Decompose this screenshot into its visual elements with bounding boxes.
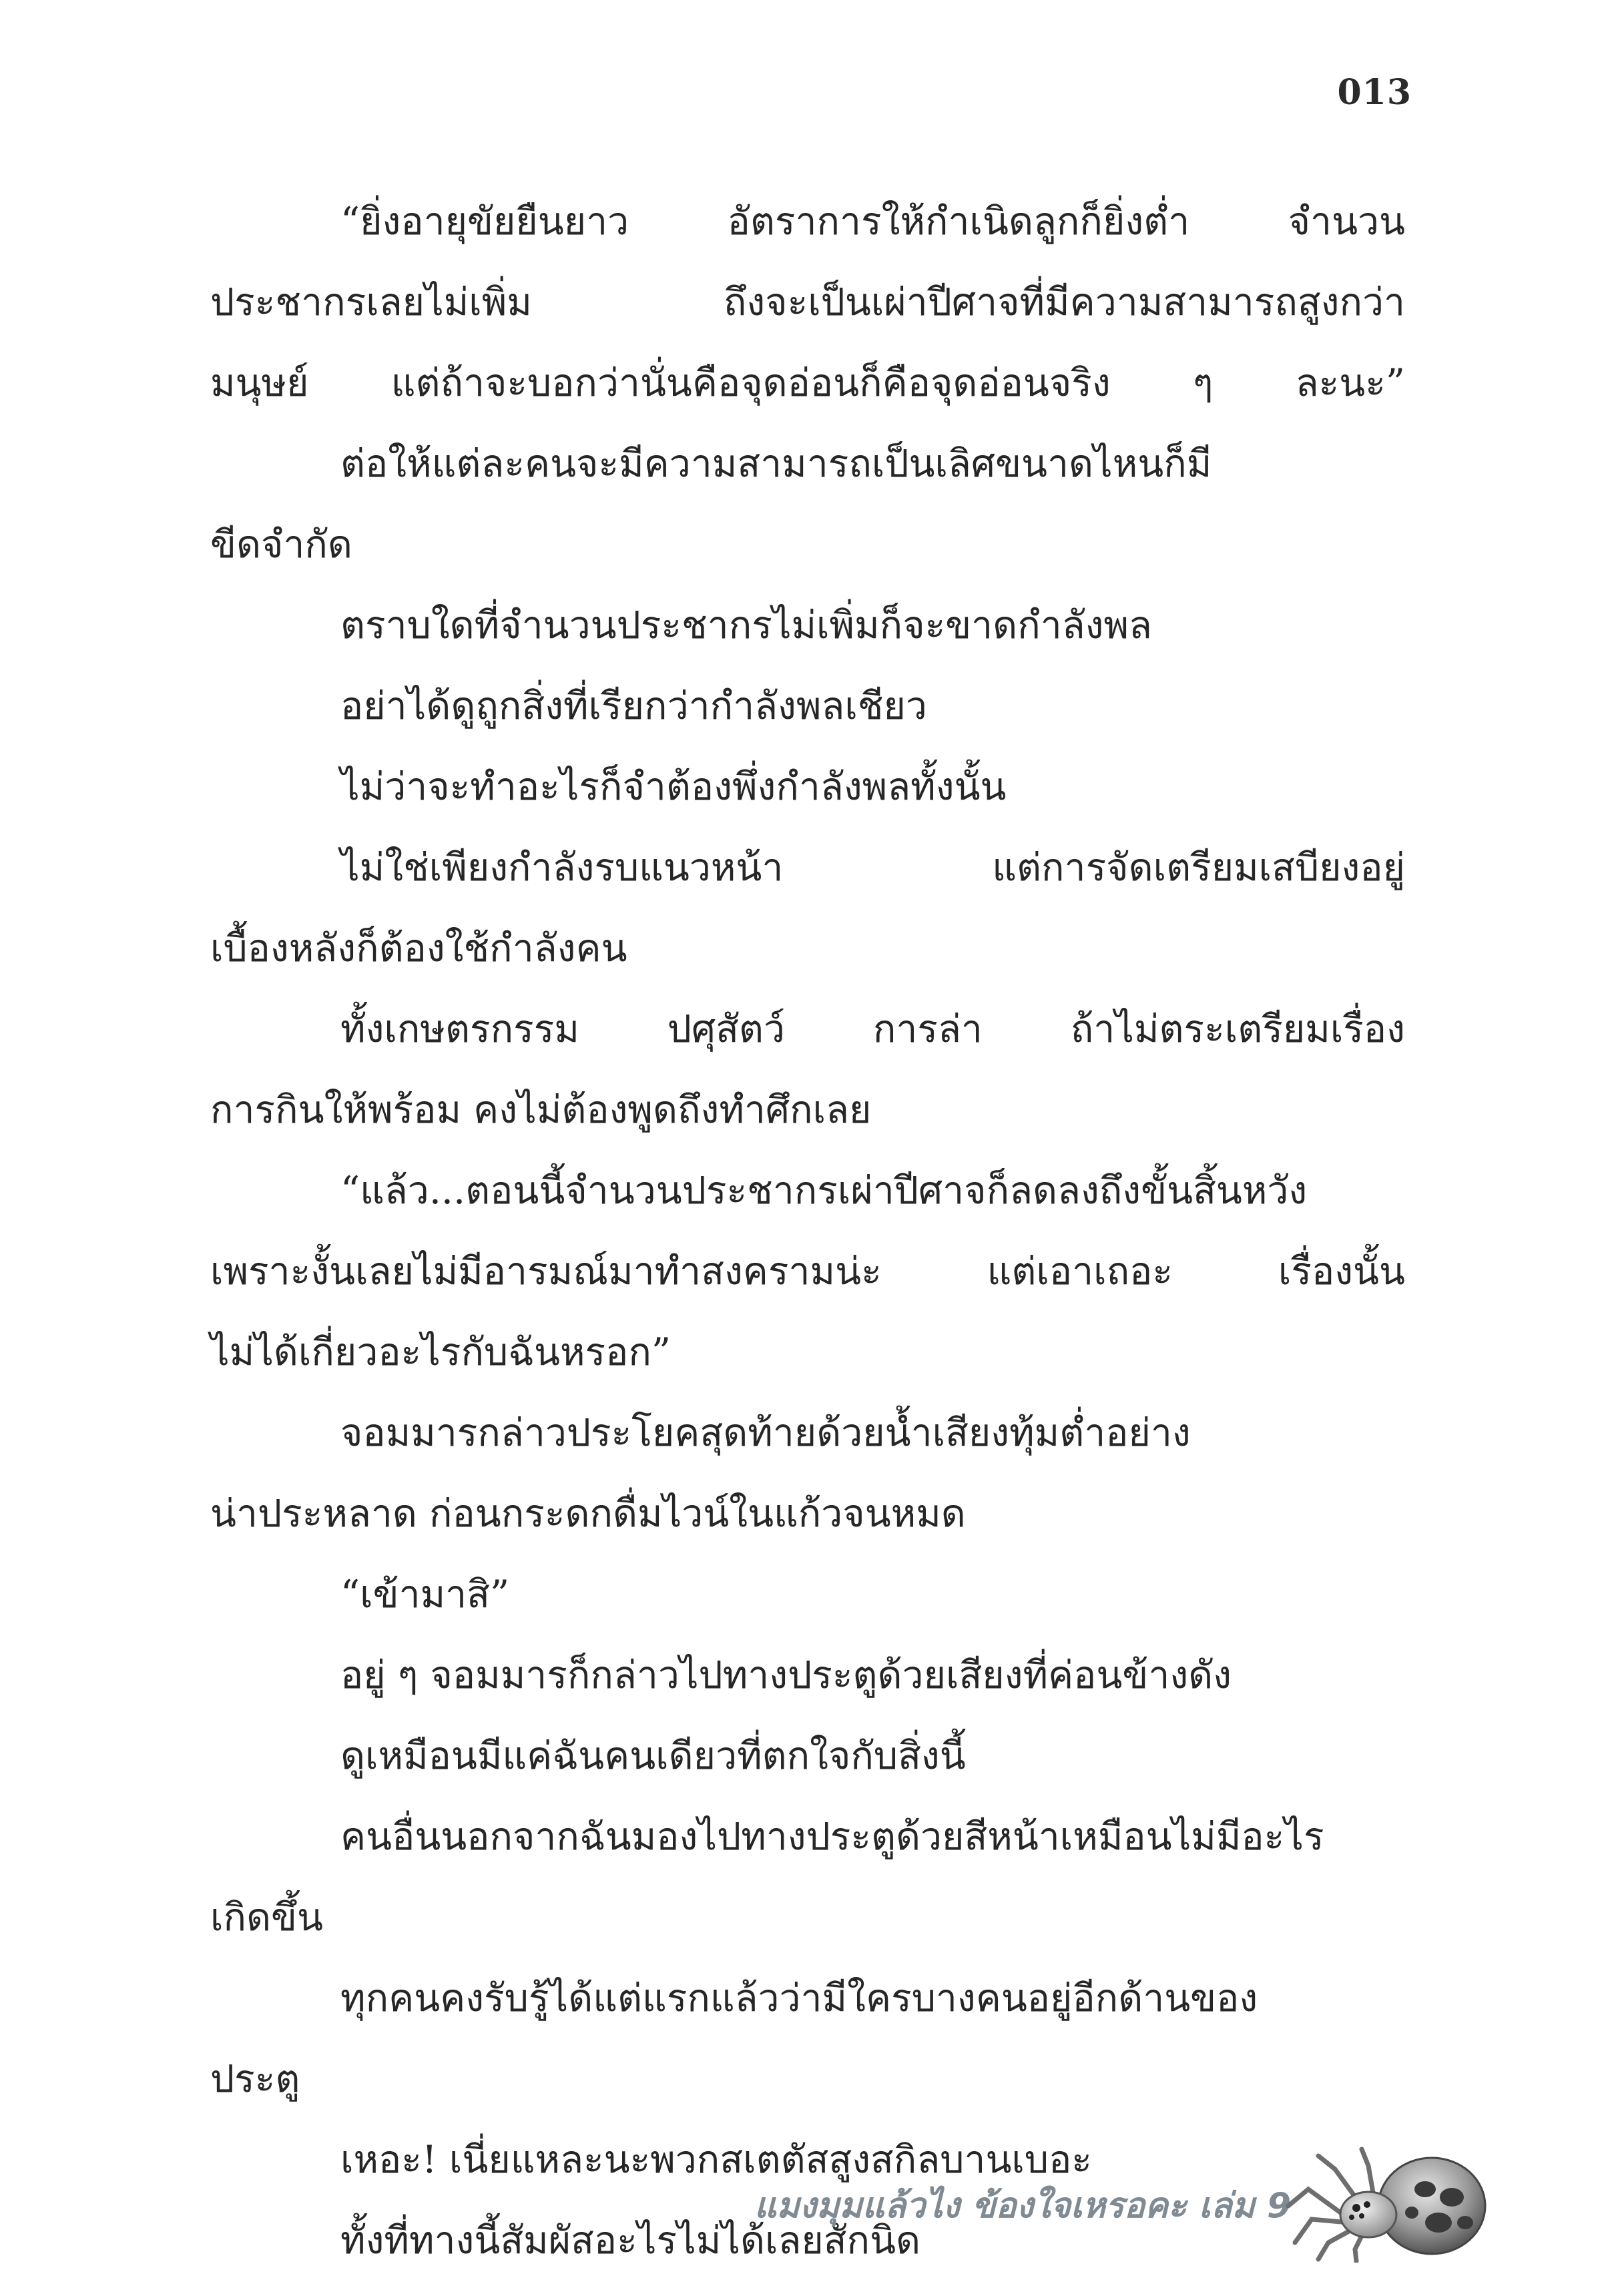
text-line: ทุกคนคงรับรู้ได้แต่แรกแล้วว่ามีใครบางคนอยู่อีกด้านของ <box>340 1976 1258 2020</box>
text-line: เบื้องหลังก็ต้องใช้กำลังคน <box>210 926 627 970</box>
body-text <box>210 182 1405 2281</box>
text-line: ตราบใดที่จำนวนประชากรไม่เพิ่มก็จะขาดกำลังพล <box>340 603 1152 647</box>
text-line: อย่าได้ดูถูกสิ่งที่เรียกว่ากำลังพลเชียว <box>340 684 927 728</box>
text-line: ไม่ได้เกี่ยวอะไรกับฉันหรอก” <box>210 1330 671 1374</box>
text-line: มนุษย์ แต่ถ้าจะบอกว่านั่นคือจุดอ่อนก็คือจุดอ่อนจริง ๆ ละนะ” <box>210 361 1405 405</box>
text-line: การกินให้พร้อม คงไม่ต้องพูดถึงทำศึกเลย <box>210 1088 872 1132</box>
text-line: ทั้งเกษตรกรรม ปศุสัตว์ การล่า ถ้าไม่ตระเตรียมเรื่อง <box>340 1007 1405 1051</box>
text-line: เหอะ! เนี่ยแหละนะพวกสเตตัสสูงสกิลบานเบอะ <box>340 2138 1092 2182</box>
text-line: ต่อให้แต่ละคนจะมีความสามารถเป็นเลิศขนาดไหนก็มี <box>340 442 1212 486</box>
book-title: แมงมุมแล้วไง ข้องใจเหรอคะ เล่ม 9 <box>754 2186 1292 2226</box>
text-line: ประชากรเลยไม่เพิ่ม ถึงจะเป็นเผ่าปีศาจที่มีความสามารถสูงกว่า <box>210 280 1405 324</box>
text-line: ไม่ว่าจะทำอะไรก็จำต้องพึ่งกำลังพลทั้งนั้น <box>340 765 1007 809</box>
text-line: ทั้งที่ทางนี้สัมผัสอะไรไม่ได้เลยสักนิด <box>340 2219 921 2263</box>
text-line: จอมมารกล่าวประโยคสุดท้ายด้วยน้ำเสียงทุ้มต่ำอย่าง <box>340 1411 1191 1455</box>
text-line: “ยิ่งอายุขัยยืนยาว อัตราการให้กำเนิดลูกก็ยิ่งต่ำ จำนวน <box>340 200 1405 244</box>
text-line: คนอื่นนอกจากฉันมองไปทางประตูด้วยสีหน้าเหมือนไม่มีอะไร <box>340 1815 1324 1859</box>
text-line: ไม่ใช่เพียงกำลังรบแนวหน้า แต่การจัดเตรียมเสบียงอยู่ <box>340 846 1405 890</box>
page-number: 013 <box>1337 72 1412 113</box>
text-line: เกิดขึ้น <box>210 1896 323 1940</box>
page-footer <box>754 2142 1495 2263</box>
text-line: ประตู <box>210 2057 300 2101</box>
text-line: น่าประหลาด ก่อนกระดกดื่มไวน์ในแก้วจนหมด <box>210 1492 966 1536</box>
text-line: อยู่ ๆ จอมมารก็กล่าวไปทางประตูด้วยเสียงที่ค่อนข้างดัง <box>340 1653 1232 1697</box>
text-line: เพราะงั้นเลยไม่มีอารมณ์มาทำสงครามน่ะ แต่เอาเถอะ เรื่องนั้น <box>210 1249 1405 1294</box>
text-line: “แล้ว...ตอนนี้จำนวนประชากรเผ่าปีศาจก็ลดลงถึงขั้นสิ้นหวัง <box>340 1169 1308 1213</box>
text-line: ดูเหมือนมีแค่ฉันคนเดียวที่ตกใจกับสิ่งนี้ <box>340 1734 966 1778</box>
spider-mascot-icon <box>1282 2142 1495 2263</box>
text-line: “เข้ามาสิ” <box>340 1572 510 1617</box>
text-line: ขีดจำกัด <box>210 523 352 567</box>
